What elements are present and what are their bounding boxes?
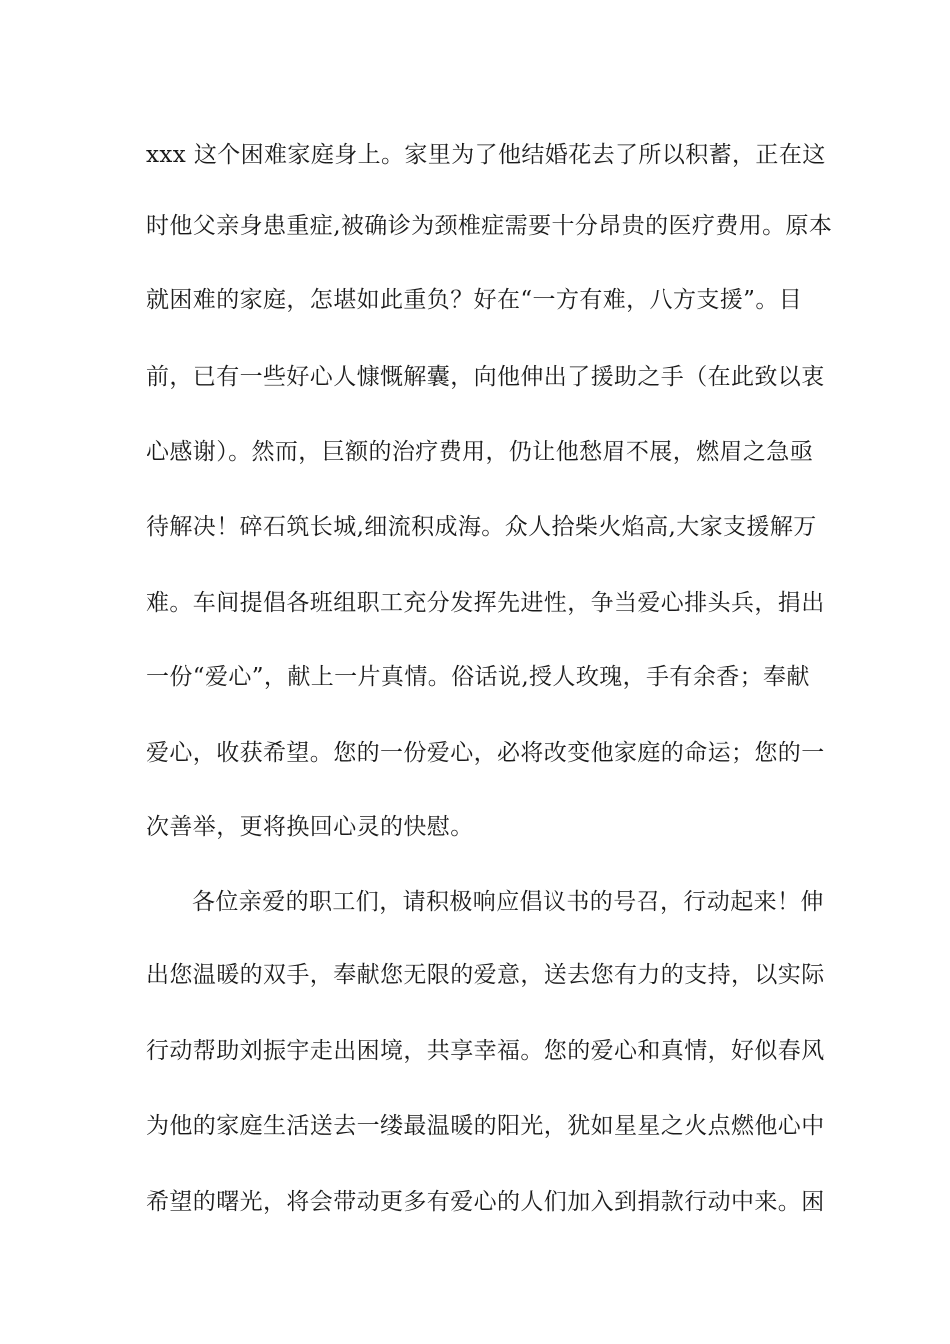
paragraph-line: 为他的家庭生活送去一缕最温暖的阳光，犹如星星之火点燃他心中: [146, 1113, 825, 1139]
paragraph-line: 前，已有一些好心人慷慨解囊，向他伸出了援助之手（在此致以衷: [146, 364, 825, 390]
paragraph-line: 希望的曙光，将会带动更多有爱心的人们加入到捐款行动中来。困: [146, 1189, 825, 1215]
paragraph-line: 行动帮助刘振宇走出困境，共享幸福。您的爱心和真情，好似春风: [146, 1038, 825, 1064]
paragraph-line: 一份“爱心”，献上一片真情。俗话说,授人玫瑰，手有余香；奉献: [146, 664, 810, 690]
paragraph-first-line: 各位亲爱的职工们，请积极响应倡议书的号召，行动起来！伸: [192, 889, 824, 915]
paragraph-line: 就困难的家庭，怎堪如此重负？好在“一方有难，八方支援”。目: [146, 287, 803, 313]
paragraph-line: 待解决！碎石筑长城,细流积成海。众人拾柴火焰高,大家支援解万: [146, 514, 817, 540]
paragraph-line: 时他父亲身患重症,被确诊为颈椎症需要十分昂贵的医疗费用。原本: [146, 213, 833, 239]
paragraph-line: 次善举，更将换回心灵的快慰。: [146, 814, 474, 840]
paragraph-line: xxx 这个困难家庭身上。家里为了他结婚花去了所以积蓄，正在这: [146, 142, 826, 168]
paragraph-line: 心感谢）。然而，巨额的治疗费用，仍让他愁眉不展，燃眉之急亟: [146, 439, 814, 465]
paragraph-line: 出您温暖的双手，奉献您无限的爱意，送去您有力的支持，以实际: [146, 962, 825, 988]
paragraph-line: 爱心，收获希望。您的一份爱心，必将改变他家庭的命运；您的一: [146, 740, 825, 766]
paragraph-line: 难。车间提倡各班组职工充分发挥先进性，争当爱心排头兵，捐出: [146, 590, 825, 616]
